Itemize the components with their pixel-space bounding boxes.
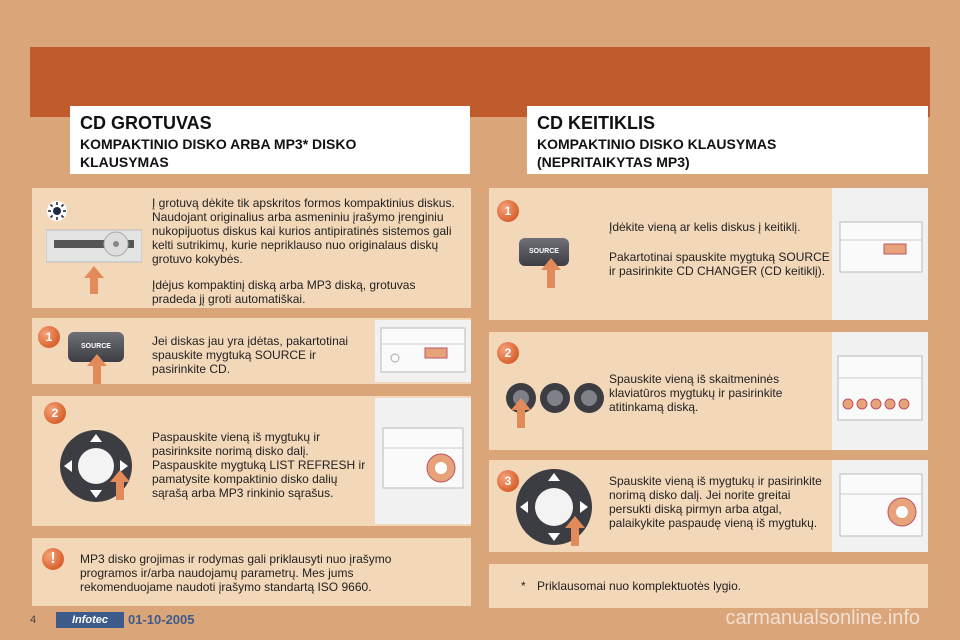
radio-illustration: [832, 332, 928, 450]
step-badge: 2: [497, 342, 519, 364]
info-text: Į grotuvą dėkite tik apskritos formos kompaktinius diskus. Naudojant originalius arba asmeniniu įrašymo įrenginiu nukopijuotus diskus kai kurios antipiratinės sistemos gali kelti sutrikimų, kurie nepriklauso nuo originalaus diskų grotuvo kokybės.: [152, 196, 455, 266]
right-subtitle-1: KOMPAKTINIO DISKO KLAUSYMAS: [537, 136, 777, 152]
left-subtitle-1: KOMPAKTINIO DISKO ARBA MP3* DISKO: [80, 136, 357, 152]
info-text-2: Įdėjus kompaktinį diską arba MP3 diską, grotuvas pradeda jį groti automatiškai.: [152, 278, 416, 306]
brand-logo: Infotec: [56, 612, 124, 628]
arrow-up-icon: [511, 398, 531, 428]
arrow-up-icon: [541, 258, 561, 288]
right-step-2: [489, 332, 928, 450]
edition-date: 01-10-2005: [128, 612, 195, 627]
footnote-text: Priklausomai nuo komplektuotės lygio.: [537, 579, 742, 593]
right-step-3-text: Spauskite vieną iš mygtukų ir pasirinkite norimą disko dalį. Jei norite greitai persukti diską pirmyn arba atgal, palaikykite paspaudę vieną iš mygtukų.: [609, 474, 822, 530]
source-button[interactable]: SOURCE: [519, 238, 569, 266]
left-step-2: [32, 396, 471, 526]
step-badge: 1: [38, 326, 60, 348]
page-number: 4: [30, 614, 37, 626]
left-title: CD GROTUVAS: [80, 113, 212, 133]
footnote-mark: *: [521, 579, 526, 593]
left-step-1-text: Jei diskas jau yra įdėtas, pakartotinai spauskite mygtuką SOURCE ir pasirinkite CD.: [152, 334, 349, 376]
right-step-3: [489, 460, 928, 552]
step-badge: 3: [497, 470, 519, 492]
right-step-1: [489, 188, 928, 320]
right-step-2-text: Spauskite vieną iš skaitmeninės klaviatūros mygtukų ir pasirinkite atitinkamą diską.: [609, 372, 783, 414]
warning-panel: [32, 538, 471, 606]
right-title: CD KEITIKLIS: [537, 113, 656, 133]
right-subtitle-2: (NEPRITAIKYTAS MP3): [537, 154, 690, 170]
warning-icon: !: [42, 548, 64, 570]
cd-slot-illustration: [46, 226, 142, 296]
step-badge: 2: [44, 402, 66, 424]
sun-icon: [46, 200, 68, 222]
watermark: carmanualsonline.info: [725, 607, 920, 629]
radio-illustration: [375, 398, 471, 524]
right-step-1-text-b: Pakartotinai spauskite mygtuką SOURCE ir pasirinkite CD CHANGER (CD keitiklį).: [609, 250, 830, 278]
radio-illustration: [375, 320, 471, 382]
step-badge: 1: [497, 200, 519, 222]
warning-text: MP3 disko grojimas ir rodymas gali priklausyti nuo įrašymo programos ir/arba naudojamų parametrų. Mes jums rekomenduojame naudoti įrašymo standartą ISO 9660.: [80, 552, 392, 594]
info-panel: [32, 188, 471, 308]
arrow-up-icon: [110, 470, 130, 500]
right-step-1-text-a: Įdėkite vieną ar kelis diskus į keitiklį.: [609, 220, 801, 234]
left-step-2-text: Paspauskite vieną iš mygtukų ir pasirinksite norimą disko dalį. Paspauskite mygtuką LIST REFRESH ir pamatysite kompaktinio disko dalių sąrašą arba MP3 rinkinio sąrašus.: [152, 430, 366, 500]
right-header: [527, 106, 928, 174]
arrow-up-icon: [87, 354, 107, 384]
footnote-panel: [489, 564, 928, 608]
source-button[interactable]: SOURCE: [68, 332, 124, 362]
left-header: [70, 106, 470, 174]
left-step-1: [32, 318, 471, 384]
left-subtitle-2: KLAUSYMAS: [80, 154, 169, 170]
arrow-up-icon: [565, 516, 585, 546]
radio-illustration: [832, 460, 928, 552]
radio-illustration: [832, 188, 928, 320]
